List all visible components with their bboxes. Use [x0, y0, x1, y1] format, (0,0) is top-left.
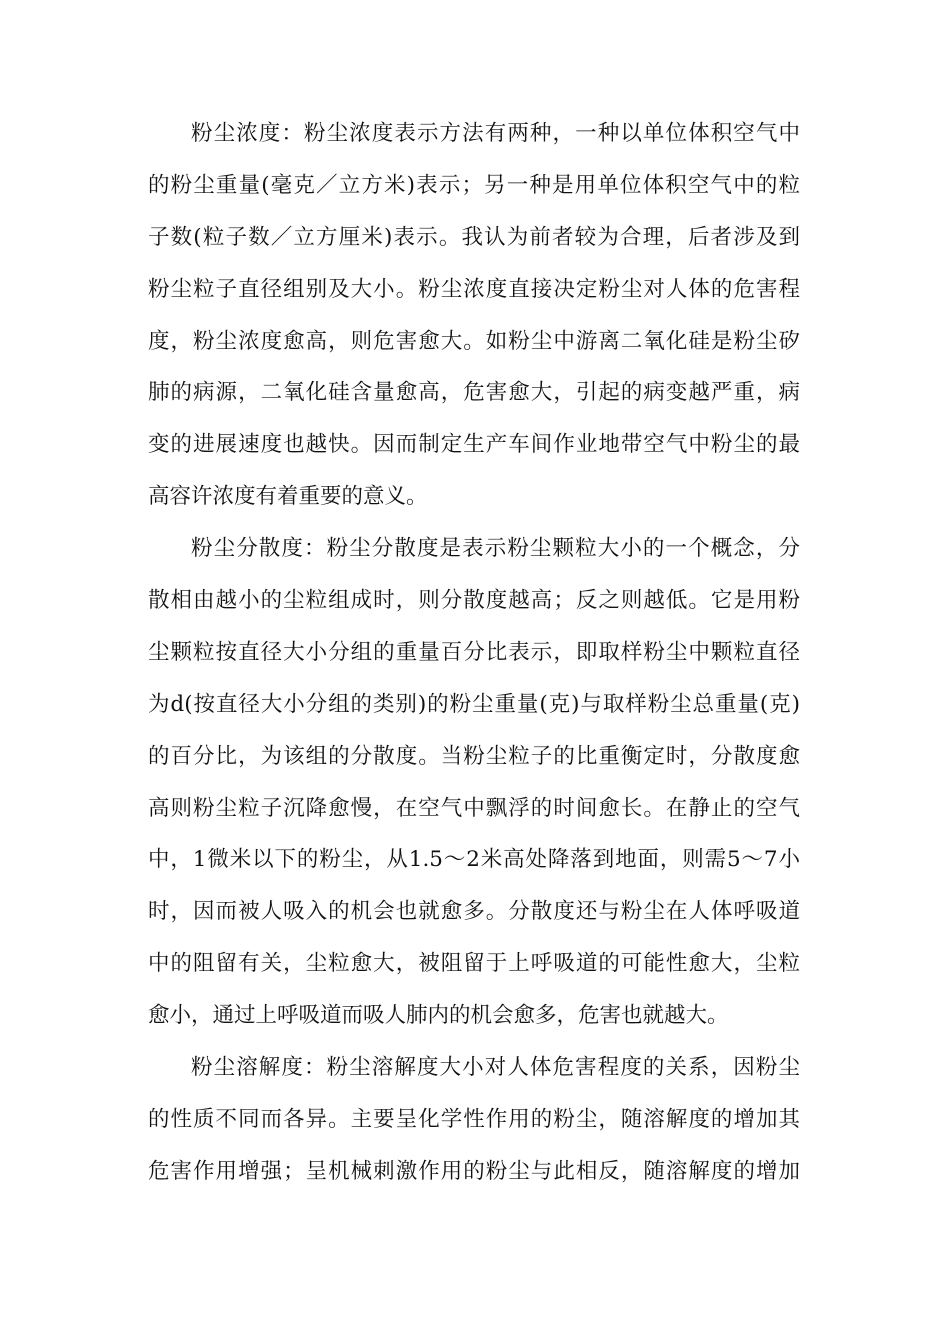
document-body: [148, 108, 800, 1198]
paragraph-dust-solubility: [148, 1042, 800, 1198]
paragraph-line: 变的进展速度也越快。因而制定生产车间作业地带空气中粉尘的最: [148, 432, 800, 458]
paragraph-line: 肺的病源，二氧化硅含量愈高，危害愈大，引起的病变越严重，病: [148, 380, 800, 406]
paragraph-line: 的性质不同而各异。主要呈化学性作用的粉尘，随溶解度的增加其: [148, 1106, 800, 1132]
paragraph-line: 高容许浓度有着重要的意义。: [148, 484, 428, 510]
paragraph-dust-concentration: [148, 108, 800, 523]
paragraph-line: 子数(粒子数／立方厘米)表示。我认为前者较为合理，后者涉及到: [148, 224, 800, 250]
paragraph-line: 尘颗粒按直径大小分组的重量百分比表示，即取样粉尘中颗粒直径: [148, 639, 800, 665]
paragraph-line: 高则粉尘粒子沉降愈慢，在空气中飘浮的时间愈长。在静止的空气: [148, 795, 800, 821]
paragraph-line: 中的阻留有关，尘粒愈大，被阻留于上呼吸道的可能性愈大，尘粒: [148, 951, 800, 977]
paragraph-line: 粉尘浓度：粉尘浓度表示方法有两种，一种以单位体积空气中: [191, 121, 800, 146]
paragraph-line: 的百分比，为该组的分散度。当粉尘粒子的比重衡定时，分散度愈: [148, 743, 800, 769]
paragraph-line: 时，因而被人吸入的机会也就愈多。分散度还与粉尘在人体呼吸道: [148, 899, 800, 925]
paragraph-line: 散相由越小的尘粒组成时，则分散度越高；反之则越低。它是用粉: [148, 588, 800, 614]
paragraph-line: 中，1微米以下的粉尘，从1.5～2米高处降落到地面，则需5～7小: [148, 847, 800, 873]
paragraph-line: 粉尘溶解度：粉尘溶解度大小对人体危害程度的关系，因粉尘: [191, 1055, 800, 1081]
paragraph-line: 为d(按直径大小分组的类别)的粉尘重量(克)与取样粉尘总重量(克): [148, 691, 800, 717]
paragraph-line: 愈小，通过上呼吸道而吸人肺内的机会愈多，危害也就越大。: [148, 1003, 729, 1029]
paragraph-line: 粉尘粒子直径组别及大小。粉尘浓度直接决定粉尘对人体的危害程: [148, 276, 800, 302]
paragraph-dust-dispersion: [148, 523, 800, 1042]
paragraph-line: 度，粉尘浓度愈高，则危害愈大。如粉尘中游离二氧化硅是粉尘矽: [148, 328, 800, 354]
paragraph-line: 粉尘分散度：粉尘分散度是表示粉尘颗粒大小的一个概念，分: [191, 536, 800, 562]
paragraph-line: 的粉尘重量(毫克／立方米)表示；另一种是用单位体积空气中的粒: [148, 172, 800, 198]
paragraph-line: 危害作用增强；呈机械刺激作用的粉尘与此相反，随溶解度的增加: [148, 1158, 800, 1184]
